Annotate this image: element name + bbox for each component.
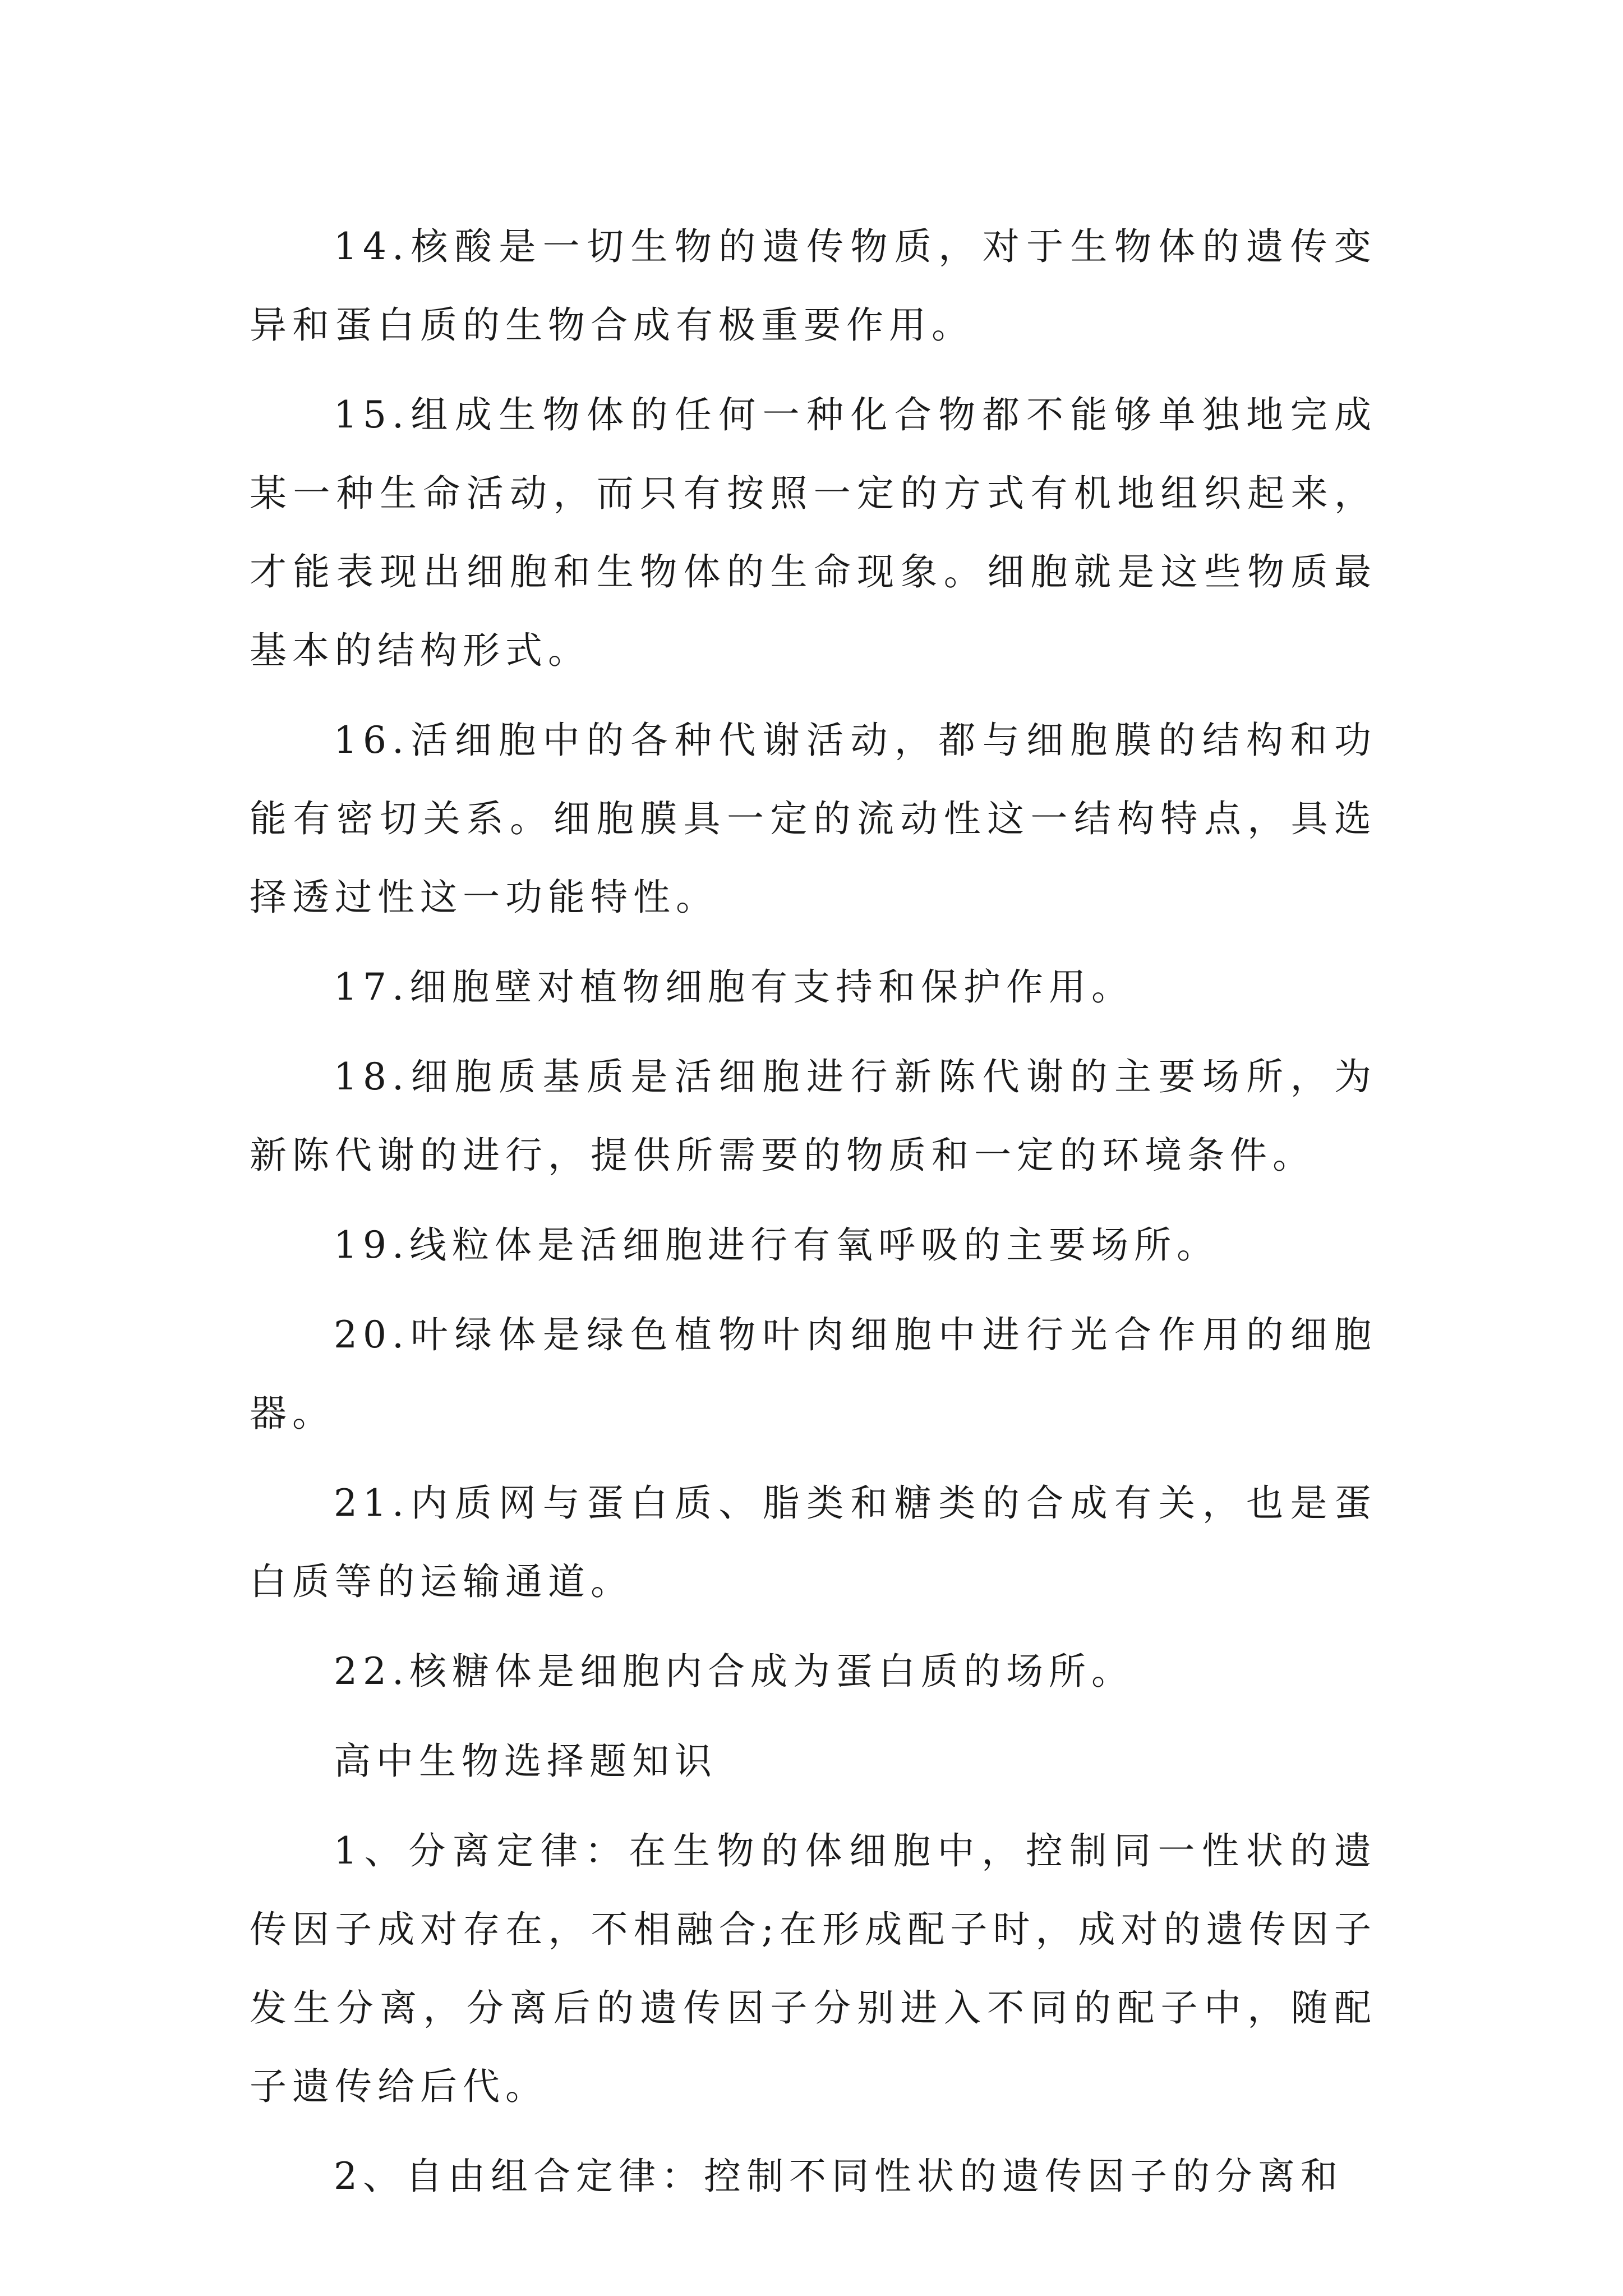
section-heading: 高中生物选择题知识 bbox=[334, 1740, 717, 1783]
paragraph-17-cell-wall: 17.细胞壁对植物细胞有支持和保护作用。 bbox=[334, 965, 1134, 1009]
paragraph-14-nucleic-acid: 14.核酸是一切生物的遗传物质，对于生物体的遗传变异和蛋白质的生物合成有极重要作用。 bbox=[250, 225, 1377, 347]
paragraph-1-segregation-law: 1、分离定律：在生物的体细胞中，控制同一性状的遗传因子成对存在，不相融合;在形成配子时，成对的遗传因子发生分离，分离后的遗传因子分别进入不同的配子中，随配子遗传给后代。 bbox=[250, 1829, 1377, 2108]
paragraph-22-ribosome: 22.核糖体是细胞内合成为蛋白质的场所。 bbox=[334, 1650, 1134, 1693]
paragraph-2-independent-assortment: 2、自由组合定律：控制不同性状的遗传因子的分离和 bbox=[334, 2155, 1343, 2198]
paragraph-19-mitochondria: 19.线粒体是活细胞进行有氧呼吸的主要场所。 bbox=[334, 1223, 1219, 1267]
paragraph-20-chloroplast: 20.叶绿体是绿色植物叶肉细胞中进行光合作用的细胞器。 bbox=[250, 1313, 1377, 1435]
paragraph-21-endoplasmic-reticulum: 21.内质网与蛋白质、脂类和糖类的合成有关，也是蛋白质等的运输通道。 bbox=[250, 1481, 1377, 1603]
paragraph-15-cell-structure: 15.组成生物体的任何一种化合物都不能够单独地完成某一种生命活动，而只有按照一定的方式有机地组织起来，才能表现出细胞和生物体的生命现象。细胞就是这些物质最基本的结构形式。 bbox=[250, 393, 1377, 672]
paragraph-16-cell-membrane: 16.活细胞中的各种代谢活动，都与细胞膜的结构和功能有密切关系。细胞膜具一定的流动性这一结构特点，具选择透过性这一功能特性。 bbox=[250, 719, 1377, 919]
paragraph-18-cytoplasm-matrix: 18.细胞质基质是活细胞进行新陈代谢的主要场所，为新陈代谢的进行，提供所需要的物质和一定的环境条件。 bbox=[250, 1055, 1377, 1177]
document-body bbox=[250, 208, 1377, 2227]
